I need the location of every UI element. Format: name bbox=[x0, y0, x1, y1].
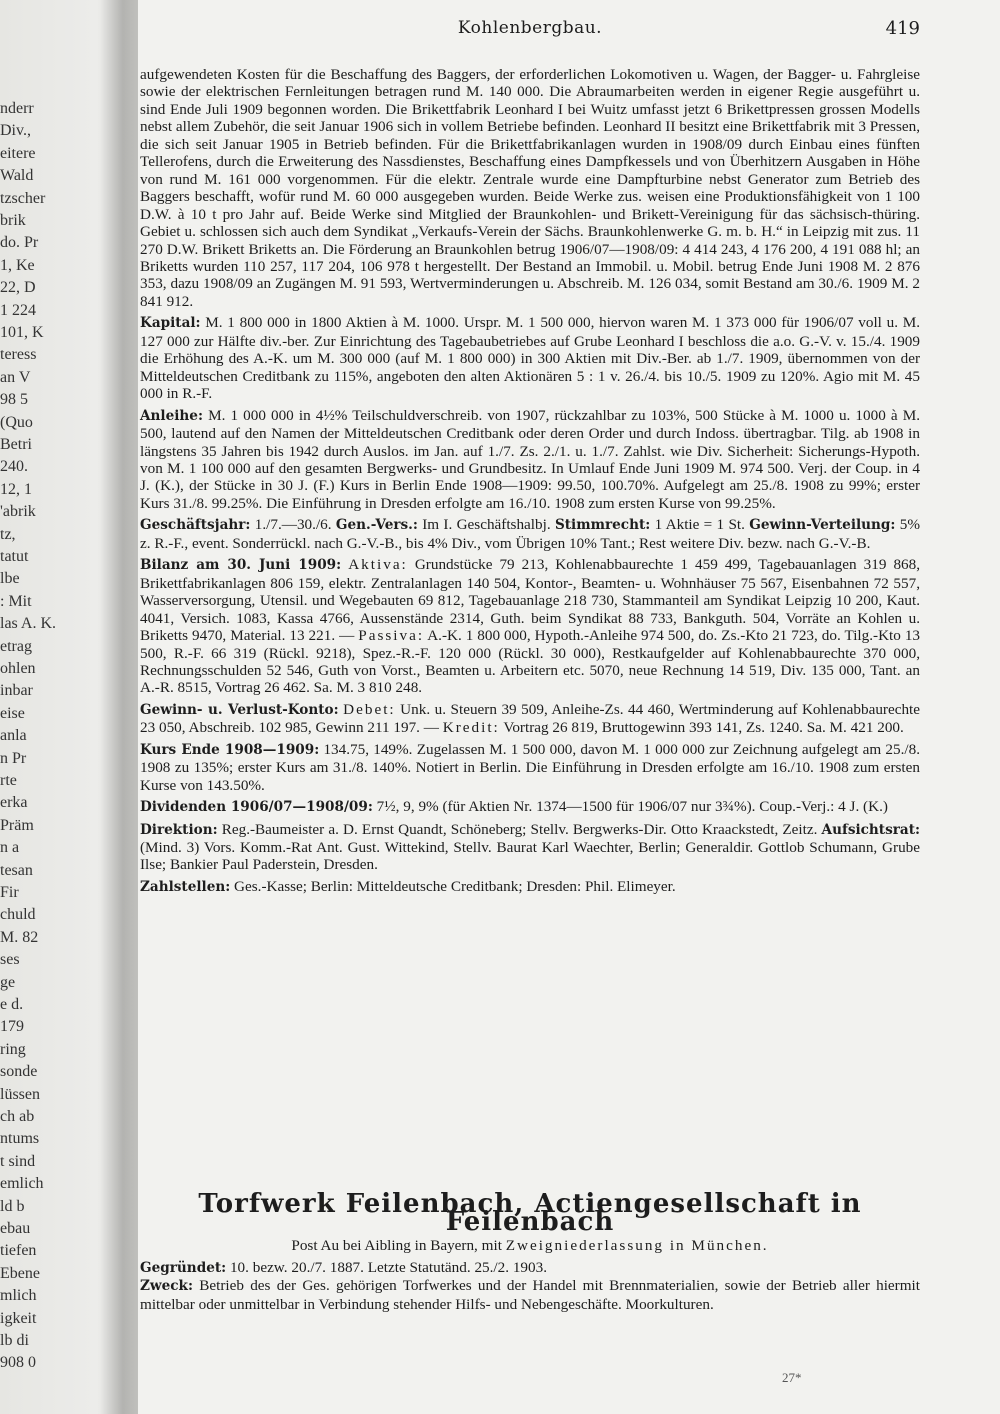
page-number: 419 bbox=[885, 18, 920, 39]
bilanz-passiva-text: A.-K. 1 800 000, Hypoth.-Anleihe 974 500, do. Zs.-Kto 21 723, do. Tilg.-Kto 13 500, R.-F. 66 319 (Rückl. 9218), Spez.-R.-F. 120 000 (Rückl. 30 000), Restkaufgelder auf Kohlenabbaurechte 370 000, Rechnungsschulden 52 546, Guth von Vorst., Beamten u. Arbeitern etc. 5070, neue Rechnung 14 519, Div. 135 000, Tant. an A.-R. 8515, Vortrag 26 462. Sa. M. 3 810 248. bbox=[140, 627, 921, 697]
facing-page-fragment: eitere bbox=[0, 144, 36, 162]
facing-page-fragment: ch ab bbox=[0, 1108, 35, 1125]
kapital-paragraph bbox=[140, 314, 920, 402]
aufsichtsrat-label: Aufsichtsrat: bbox=[821, 821, 921, 838]
facing-page-fragment: eise bbox=[0, 704, 25, 722]
facing-page-fragment: an V bbox=[0, 368, 31, 386]
facing-page-bleed bbox=[0, 0, 138, 1414]
aufsichtsrat-text: (Mind. 3) Vors. Komm.-Rat Ant. Gust. Wittekind, Stellv. Baurat Karl Waechter, Berlin; Generaldir. Gottlob Schumann, Grube Ilse; Bankier Paul Paderstein, Dresden. bbox=[140, 839, 920, 874]
facing-page-fragment: mlich bbox=[0, 1287, 37, 1305]
gegruendet-paragraph bbox=[140, 1259, 920, 1278]
facing-page-fragment: brik bbox=[0, 212, 26, 229]
guv-debet-label: Debet: bbox=[343, 700, 396, 718]
facing-page-fragment: 240. bbox=[0, 458, 28, 476]
gj-label: Geschäftsjahr: bbox=[140, 517, 251, 534]
facing-page-fragment: : Mit bbox=[0, 592, 32, 610]
facing-page-fragment: inbar bbox=[0, 682, 33, 700]
kurs-paragraph bbox=[140, 741, 920, 794]
kurs-text: 134.75, 149%. Zugelassen M. 1 500 000, davon M. 1 000 000 zur Zeichnung aufgelegt am 25./8. 1908 zu 135%; erster Kurs am 31./8. 140%. Notiert in Berlin. Die Einführung in Dresden erfolgte am 16./10. 1908 zum ersten Kurse von 143.50%. bbox=[140, 740, 921, 794]
kapital-label: Kapital: bbox=[140, 315, 201, 332]
facing-page-fragment: anla bbox=[0, 727, 27, 745]
facing-page-fragment: (Quo bbox=[0, 413, 33, 431]
gewinn-label: Gewinn-Verteilung: bbox=[749, 517, 896, 534]
facing-page-fragment: rte bbox=[0, 772, 17, 789]
facing-page-fragment: ge bbox=[0, 973, 16, 991]
facing-page-fragment: tz, bbox=[0, 525, 16, 543]
zweck-text: Betrieb des der Ges. gehörigen Torfwerkes und der Handel mit Brennmaterialien, sowie der Betrieb aller hiermit mittelbar oder unmittelbar in Verbindung stehender Hilfs- und Nebengeschäfte. Moorkulturen. bbox=[140, 1277, 920, 1313]
gegruendet-label: Gegründet: bbox=[140, 1259, 227, 1276]
facing-page-fragment: 1, Ke bbox=[0, 256, 35, 274]
facing-page-fragment: etrag bbox=[0, 637, 32, 655]
facing-page-fragment: ld b bbox=[0, 1197, 25, 1215]
facing-page-fragment: lb di bbox=[0, 1332, 29, 1349]
facing-page-fragment: e d. bbox=[0, 996, 24, 1013]
facing-page-fragment: erka bbox=[0, 794, 28, 812]
kapital-text: M. 1 800 000 in 1800 Aktien à M. 1000. Urspr. M. 1 500 000, hiervon waren M. 1 373 000 für 1906/07 voll u. M. 127 000 zur Hälfte div.-ber. Zur Einrichtung des Tagebaubetriebes auf Grube Leonhard I beschloss die a.o. G.-V. v. 15./4. 1909 die Erhöhung des A.-K. um M. 300 000 (auf M. 1 800 000) in 300 Aktien mit Div.-Ber. ab 1./7. 1909, übernommen von der Mitteldeutschen Creditbank zu 115%, angeboten den alten Aktionären 5 : 1 v. 26./4. bis 10./5. 1909 zu 120%. Agio mit M. 45 000 in R.-F. bbox=[140, 314, 921, 403]
gj-text: 1./7.—30./6. bbox=[254, 516, 332, 534]
facing-page-fragment: 1 224 bbox=[0, 301, 36, 319]
facing-page-fragment: 179 bbox=[0, 1018, 24, 1036]
guv-label: Gewinn- u. Verlust-Konto: bbox=[140, 701, 339, 718]
kurs-label: Kurs Ende 1908—1909: bbox=[140, 741, 320, 758]
guv-kredit-text: Vortrag 26 819, Bruttogewinn 393 141, Zs. 1240. Sa. M. 421 200. bbox=[503, 719, 904, 737]
gewinn-text: 5% z. R.-F., event. Sonderrückl. nach G.-V.-B., bis 4% Div., vom Übrigen 10% Tant.; Rest weitere Div. bezw. nach G.-V.-B. bbox=[140, 516, 921, 552]
facing-page-fragment: Wald bbox=[0, 167, 34, 185]
anleihe-paragraph bbox=[140, 407, 920, 513]
gj-paragraph bbox=[140, 516, 920, 552]
facing-page-fragment: Ebene bbox=[0, 1264, 40, 1282]
facing-page-fragment: igkeit bbox=[0, 1309, 37, 1327]
bilanz-passiva-label: Passiva: bbox=[358, 627, 425, 645]
facing-page-fragment: chuld bbox=[0, 906, 36, 924]
facing-page-fragment: tesan bbox=[0, 861, 33, 879]
bilanz-paragraph bbox=[140, 556, 920, 697]
facing-page-fragment: 12, 1 bbox=[0, 480, 32, 498]
company-title: Torfwerk Feilenbach, Actiengesellschaft in Feilenbach bbox=[198, 1189, 862, 1237]
direktion-text: Reg.-Baumeister a. D. Ernst Quandt, Schöneberg; Stellv. Bergwerks-Dir. Otto Kraackstedt, Zeitz. bbox=[221, 820, 818, 838]
facing-page-fragment: n a bbox=[0, 839, 20, 857]
subtitle-location: Post Au bei Aibling in Bayern, mit bbox=[291, 1237, 502, 1255]
direktion-paragraph bbox=[140, 821, 920, 874]
direktion-label: Direktion: bbox=[140, 821, 218, 838]
facing-page-fragment: tzscher bbox=[0, 189, 46, 207]
gv-label: Gen.-Vers.: bbox=[335, 517, 418, 534]
facing-page-fragment: 'abrik bbox=[0, 503, 36, 521]
facing-page-fragment: ntums bbox=[0, 1130, 40, 1148]
facing-page-fragment: nderr bbox=[0, 100, 34, 117]
facing-page-fragment: ses bbox=[0, 951, 20, 969]
zahlstellen-label: Zahlstellen: bbox=[140, 878, 231, 895]
zahlstellen-paragraph bbox=[140, 878, 920, 896]
facing-page-fragment: 98 5 bbox=[0, 391, 28, 409]
facing-page-fragment: 908 0 bbox=[0, 1354, 36, 1372]
zweck-paragraph bbox=[140, 1277, 920, 1313]
facing-page-fragment: Präm bbox=[0, 816, 34, 834]
facing-page-fragment: teress bbox=[0, 346, 37, 364]
intro-paragraph: aufgewendeten Kosten für die Beschaffung des Baggers, der erforderlichen Lokomotiven u. Wagen, der Bagger- u. Fahrgleise sowie der elektrischen Fernleitungen betragen rund M. 140 000. Die Abraumarbeiten werden in eigener Regie ausgeführt u. sind Ende Juli 1909 begonnen worden. Die Brikettfabrik Leonhard I bei Wuitz umfasst jetzt 6 Brikettpressen grossen Modells nebst allem Zubehör, die seit Januar 1906 sich in vollem Betriebe befinden. Leonhard II besitzt eine Brikettfabrik mit 3 Pressen, die sich seit Januar 1905 in Betrieb befinden. Für die Brikettfabrikanlagen wurden in 1908/09 durch Einbau eines fünften Tellerofens, durch die Erweiterung des Nassdienstes, Beschaffung eines Dampfkessels und von Überhitzern Ausgaben in Höhe von rund M. 161 000 vorgenommen. Für die elektr. Zentrale wurde eine Dampfturbine nebst Generator zum Betrieb des Baggers beschafft, wofür rund M. 60 000 ausgegeben wurden. Beide Werke zus. weisen eine Produktionsfähigkeit von 1 100 D.W. à 10 t pro Jahr auf. Beide Werke sind Mitglied der Braunkohlen- und Brikett-Vereinigung für das sächsisch-thüring. Gebiet u. schlossen sich auch dem Syndikat „Verkaufs-Verein der Sächs. Braunkohlenwerke G. m. b. H.“ in Leipzig mit zus. 11 270 D.W. Brikett Briketts an. Die Förderung an Braunkohlen betrug 1906/07—1908/09: 4 414 243, 4 176 200, 4 191 088 hl; an Briketts wurden 110 257, 117 204, 106 978 t hergestellt. Der Bestand an Immobil. u. Mobil. betrug Ende Juni 1908 M. 2 876 353, dazu 1908/09 an Zugängen M. 91 593, Wertverminderungen u. Abschreib. M. 126 034, somit Bestand am 30./6. 1909 M. 2 841 912. bbox=[140, 66, 920, 310]
company-subtitle bbox=[140, 1237, 920, 1255]
dividenden-label: Dividenden 1906/07—1908/09: bbox=[140, 799, 373, 816]
facing-page-fragment: t sind bbox=[0, 1152, 36, 1170]
guv-kredit-label: Kredit: bbox=[442, 719, 500, 737]
subtitle-branch: Zweigniederlassung in München. bbox=[505, 1237, 769, 1255]
sheet-signature: 27* bbox=[782, 1370, 802, 1385]
facing-page-fragment: 101, K bbox=[0, 324, 44, 341]
bilanz-label: Bilanz am 30. Juni 1909: bbox=[140, 557, 342, 574]
facing-page-fragment: Fir bbox=[0, 884, 19, 901]
facing-page-fragment: emlich bbox=[0, 1175, 44, 1193]
bilanz-aktiva-text: Grundstücke 79 213, Kohlenabbaurechte 1 459 499, Tagebauanlagen 319 868, Brikettfabrikanlagen 806 159, elektr. Zentralanlagen 140 504, Kontor-, Beamten- u. Wohnhäuser 75 567, Eisenbahnen 72 557, Wasserversorgung, Utensil. und Wegebauten 69 812, Tagebauanlage 218 730, Stammanteil am Syndikat Leipzig 10 200, Kaut. 4041, Versich. 1083, Kassa 4766, Aussenstände 2314, Guth. beim Syndikat 88 733, Bankguth. 504, Vorräte an Kohlen u. Briketts 9470, Material. 13 221. bbox=[140, 556, 921, 645]
second-company-entry bbox=[140, 1189, 920, 1314]
stimm-label: Stimmrecht: bbox=[554, 517, 651, 534]
guv-paragraph bbox=[140, 701, 920, 737]
anleihe-label: Anleihe: bbox=[140, 407, 203, 424]
dividenden-text: 7½, 9, 9% (für Aktien Nr. 1374—1500 für 1906/07 nur 3¾%). Coup.-Verj.: 4 J. (K.) bbox=[376, 798, 888, 816]
running-title: Kohlenbergbau. bbox=[457, 18, 603, 38]
facing-page-fragment: tiefen bbox=[0, 1242, 37, 1260]
zweck-label: Zweck: bbox=[140, 1278, 193, 1295]
facing-page-fragment: sonde bbox=[0, 1063, 38, 1081]
facing-page-fragment: M. 82 bbox=[0, 928, 39, 946]
stimm-text: 1 Aktie = 1 St. bbox=[654, 516, 745, 534]
facing-page-fragment: tatut bbox=[0, 548, 29, 565]
company-entry-body bbox=[140, 66, 920, 896]
zahlstellen-text: Ges.-Kasse; Berlin: Mitteldeutsche Creditbank; Dresden: Phil. Elimeyer. bbox=[234, 877, 676, 895]
facing-page-fragment: las A. K. bbox=[0, 615, 56, 633]
gv-text: Im I. Geschäftshalbj. bbox=[422, 516, 551, 534]
facing-page-fragment: Div., bbox=[0, 122, 31, 140]
facing-page-fragment: lüssen bbox=[0, 1085, 40, 1103]
facing-page-fragment: Betri bbox=[0, 436, 32, 453]
facing-page-fragment: ebau bbox=[0, 1220, 31, 1237]
dash: — bbox=[423, 719, 439, 737]
facing-page-fragment: lbe bbox=[0, 570, 20, 588]
gegruendet-text: 10. bezw. 20./7. 1887. Letzte Statutänd. 25./2. 1903. bbox=[229, 1258, 548, 1276]
facing-page-fragment: 22, D bbox=[0, 279, 36, 297]
page-header bbox=[140, 18, 920, 48]
dash: — bbox=[339, 627, 355, 645]
guv-debet-text: Unk. u. Steuern 39 509, Anleihe-Zs. 44 460, Wertminderung auf Kohlenabbaurechte 23 050, Abschreib. 102 985, Gewinn 211 197. bbox=[140, 700, 921, 737]
book-gutter bbox=[100, 0, 138, 1414]
facing-page-fragment: do. Pr bbox=[0, 234, 39, 252]
facing-page-fragment: ring bbox=[0, 1040, 26, 1058]
facing-page-fragment: ohlen bbox=[0, 660, 36, 677]
anleihe-text: M. 1 000 000 in 4½% Teilschuldverschreib. von 1907, rückzahlbar zu 103%, 500 Stücke à M. 1000 u. 1000 à M. 500, lautend auf den Namen der Mitteldeutschen Creditbank oder deren Order und durch Indoss. übertragbar. Tilg. ab 1908 in längstens 35 Jahren bis 1942 durch Auslos. im Jan. auf 1./7. Zs. 2./1. u. 1./7. Zahlst. wie Div. Sicherheit: Sicherungs-Hypoth. von M. 1 100 000 auf den gesamten Bergwerks- und Grundbesitz. In Umlauf Ende Juni 1909 M. 974 500. Verj. der Coup. in 4 J. (K.), der Stücke in 30 J. (F.) Kurs in Berlin Ende 1908—1909: 99.50, 100.70%. Aufgelegt am 25./8. 1908 zu 99%; erster Kurs 31./8. 99.25%. Die Einführung in Dresden erfolgte am 16./10. 1908 zum ersten Kurse von 99.25%. bbox=[140, 406, 921, 512]
facing-page-fragment: n Pr bbox=[0, 749, 27, 767]
bilanz-aktiva-label: Aktiva: bbox=[348, 556, 408, 574]
dividenden-paragraph bbox=[140, 798, 920, 816]
